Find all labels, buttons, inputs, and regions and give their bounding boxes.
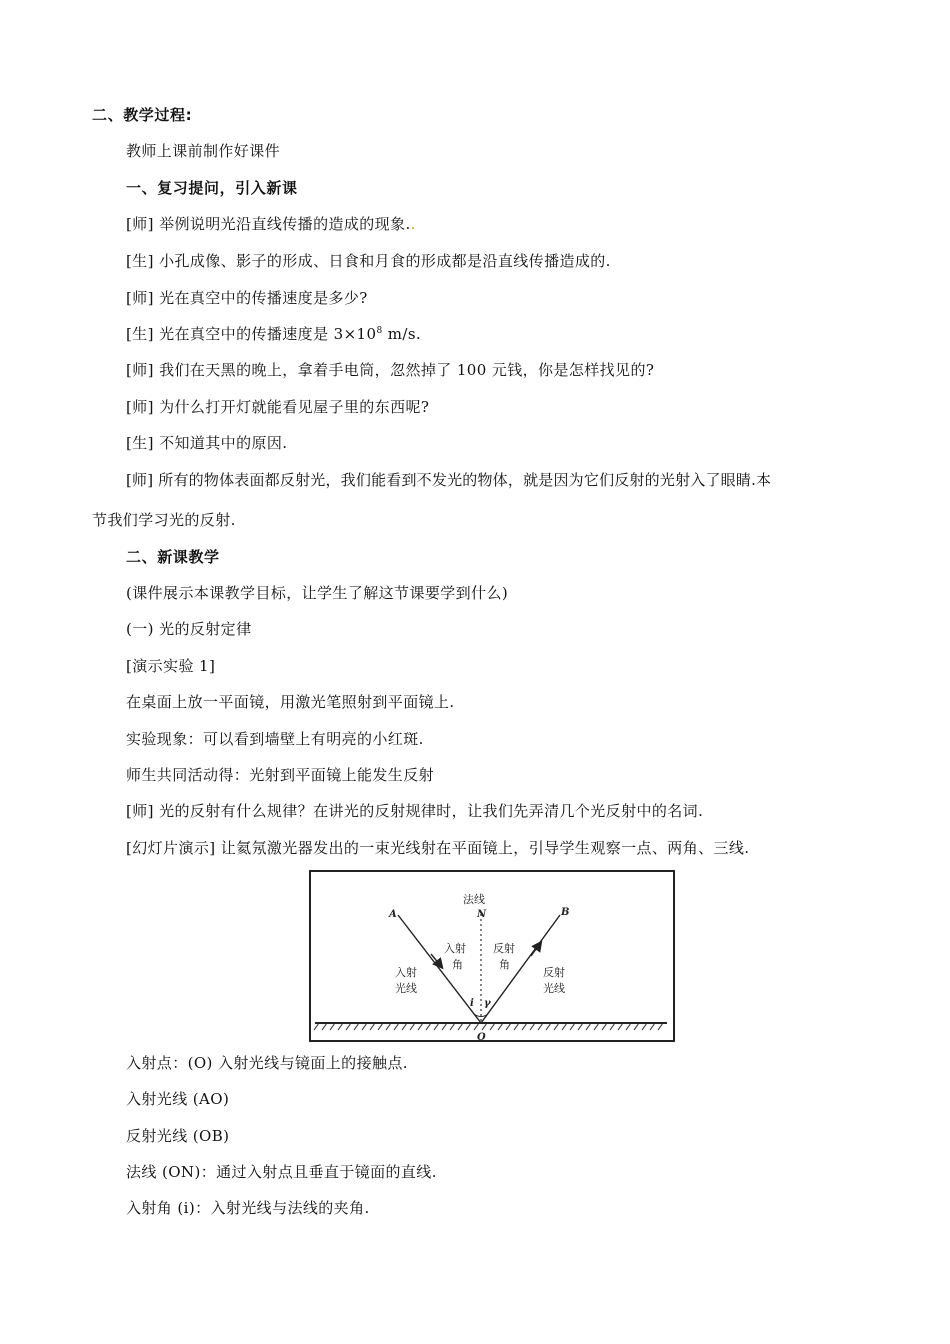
hatch-mark [418,1023,423,1030]
dialog-line-8-continuation: 节我们学习光的反射. [92,511,236,529]
course-note: (课件展示本课教学目标，让学生了解这节课要学到什么) [126,584,509,602]
hatch-mark [602,1023,607,1030]
subsection-title: (一) 光的反射定律 [126,620,252,638]
dialog-text: 小孔成像、影子的形成、日食和月食的形成都是沿直线传播造成的. [159,252,611,270]
dialog-line-3 [126,288,368,308]
definition-incident-ray: 入射光线 (AO) [126,1090,230,1108]
hatch-mark [330,1023,335,1030]
hatch-mark [402,1023,407,1030]
question-text: 光的反射有什么规律？在讲光的反射规律时，让我们先弄清几个光反射中的名词. [159,802,704,820]
hatch-mark [530,1023,535,1030]
label-O: O [477,1032,486,1040]
hatch-mark [354,1023,359,1030]
hatch-mark [442,1023,447,1030]
speaker-tag: [生] [126,325,154,343]
incident-angle-label-2: 角 [452,958,463,971]
dialog-line-8 [126,470,771,490]
part1-heading: 一、复习提问，引入新课 [126,179,298,197]
hatch-mark [426,1023,431,1030]
dialog-text: 举例说明光沿直线传播的造成的现象. [159,215,411,233]
dialog-mark: . [410,215,416,233]
section-heading: 二、教学过程: [92,106,193,124]
part2-heading: 二、新课教学 [126,548,220,566]
demo-step-1: 在桌面上放一平面镜，用激光笔照射到平面镜上. [126,693,455,711]
hatch-mark [338,1023,343,1030]
hatch-mark [538,1023,543,1030]
hatch-mark [314,1023,319,1030]
definition-incident-angle: 入射角 (i)：入射光线与法线的夹角. [126,1199,370,1217]
dialog-text: 不知道其中的原因. [159,434,288,452]
speaker-tag: [师] [126,289,154,307]
hatch-mark [386,1023,391,1030]
hatch-mark [562,1023,567,1030]
hatch-mark [410,1023,415,1030]
intro-text: 教师上课前制作好课件 [126,142,281,160]
hatch-mark [594,1023,599,1030]
hatch-mark [618,1023,623,1030]
hatch-mark [650,1023,655,1030]
hatch-mark [370,1023,375,1030]
incident-angle-label-1: 入射 [444,942,466,955]
hatch-mark [642,1023,647,1030]
hatch-mark [522,1023,527,1030]
speaker-tag: [生] [126,434,154,452]
exponent: 8 [376,326,383,336]
hatch-mark [458,1023,463,1030]
reflected-ray-label-1: 反射 [543,966,565,979]
normal-label: 法线 [463,893,485,906]
label-A: A [389,909,397,920]
reflected-arrow-icon [531,945,539,956]
hatch-mark [482,1023,487,1030]
demo-label: [演示实验 1] [126,657,216,675]
hatch-mark [450,1023,455,1030]
dialog-text: 所有的物体表面都反射光，我们能看到不发光的物体，就是因为它们反射的光射入了眼睛.本 [158,471,772,489]
label-B: B [561,907,570,918]
hatch-mark [578,1023,583,1030]
speaker-tag: [师] [126,361,154,379]
demo-step-2: 实验现象：可以看到墙壁上有明亮的小红斑. [126,730,424,748]
dialog-text: 我们在天黑的晚上，拿着手电筒，忽然掉了 100 元钱，你是怎样找见的? [159,361,655,379]
reflect-angle-label-2: 角 [499,958,510,971]
dialog-text: 为什么打开灯就能看见屋子里的东西呢? [159,398,430,416]
speaker-tag: [生] [126,252,154,270]
dialog-text-unit: m/s. [382,325,422,343]
speaker-tag: [师] [126,471,154,489]
reflection-diagram-svg [311,872,673,1040]
hatch-mark [322,1023,327,1030]
speaker-tag: [师] [126,398,154,416]
incident-ray-label-2: 光线 [395,982,417,995]
demo-step-3: 师生共同活动得：光射到平面镜上能发生反射 [126,766,435,784]
hatch-mark [434,1023,439,1030]
hatch-mark [466,1023,471,1030]
hatch-mark [474,1023,479,1030]
definition-incident-point: 入射点：(O) 入射光线与镜面上的接触点. [126,1054,408,1072]
label-N: N [477,909,487,920]
hatch-mark [626,1023,631,1030]
dialog-text: 光在真空中的传播速度是多少? [159,289,368,307]
definition-normal: 法线 (ON)：通过入射点且垂直于镜面的直线. [126,1163,437,1181]
definition-reflected-ray: 反射光线 (OB) [126,1127,230,1145]
hatch-mark [634,1023,639,1030]
hatch-mark [514,1023,519,1030]
dialog-line-4 [126,324,421,344]
dialog-line-6 [126,397,429,417]
hatch-mark [586,1023,591,1030]
hatch-mark [498,1023,503,1030]
hatch-mark [506,1023,511,1030]
hatch-mark [570,1023,575,1030]
incident-ray-label-1: 入射 [395,966,417,979]
hatch-mark [362,1023,367,1030]
slide-demo-text: 让氦氖激光器发出的一束光线射在平面镜上，引导学生观察一点、两角、三线. [220,839,750,857]
label-gamma: γ [484,998,491,1009]
dialog-line-7 [126,433,287,453]
label-i: i [470,998,474,1009]
hatch-mark [554,1023,559,1030]
dialog-line-5 [126,360,654,380]
hatch-mark [378,1023,383,1030]
hatch-mark [346,1023,351,1030]
dialog-text: 光在真空中的传播速度是 3×10 [159,325,377,343]
hatch-mark [610,1023,615,1030]
speaker-tag: [师] [126,215,154,233]
reflected-ray-label-2: 光线 [543,982,565,995]
hatch-mark [546,1023,551,1030]
dialog-line-1 [126,214,416,234]
slide-demo [126,838,749,858]
speaker-tag: [师] [126,802,154,820]
hatch-mark [658,1023,663,1030]
speaker-tag: [幻灯片演示] [126,839,216,857]
reflection-diagram [309,870,675,1042]
reflect-angle-label-1: 反射 [493,942,515,955]
dialog-line-2 [126,251,611,271]
hatch-mark [490,1023,495,1030]
hatch-mark [394,1023,399,1030]
teacher-question [126,801,703,821]
mirror-hatching [314,1023,663,1030]
